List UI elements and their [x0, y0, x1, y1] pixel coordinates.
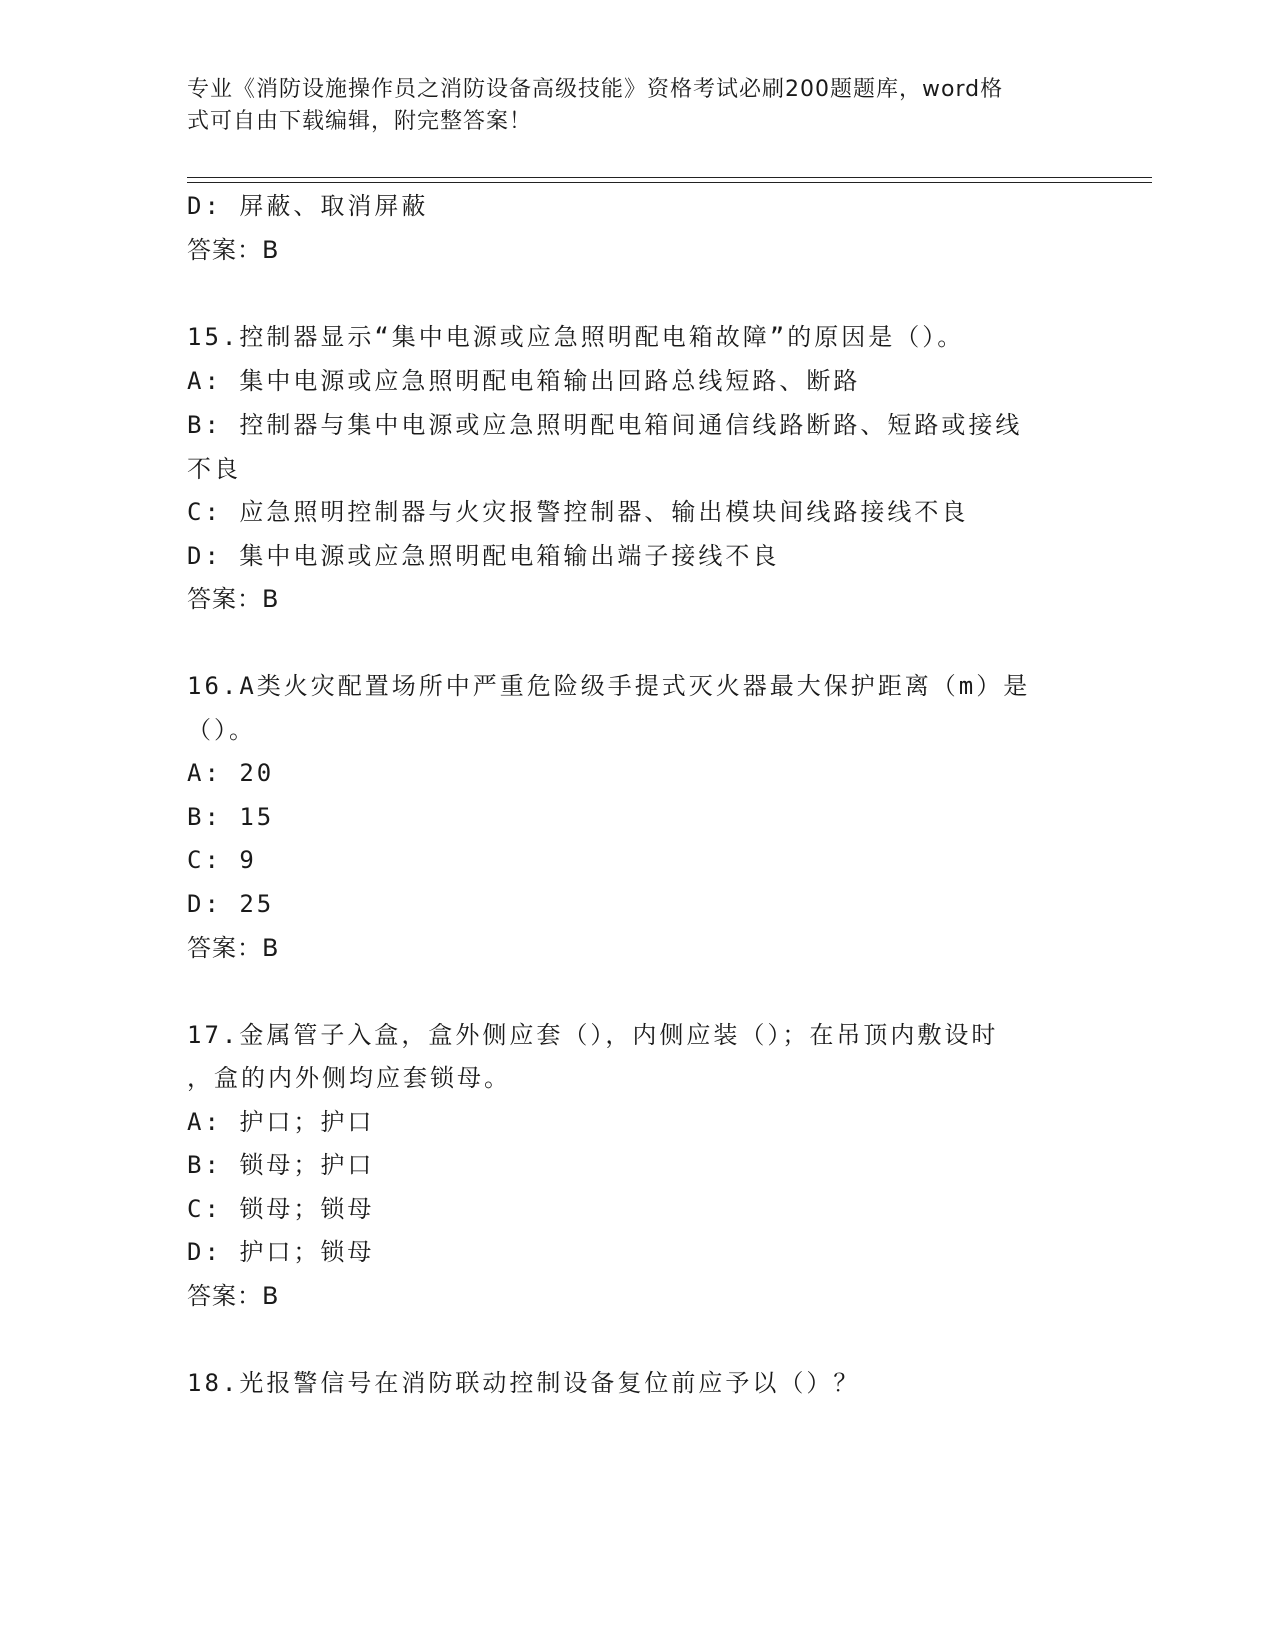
option-14-d: D: 屏蔽、取消屏蔽: [187, 192, 429, 220]
header-line-2: 式可自由下载编辑，附完整答案！: [187, 109, 533, 134]
header-rule-top: [187, 177, 1152, 178]
header-rule-bottom: [187, 182, 1152, 183]
option-16-a: A: 20: [187, 759, 275, 787]
option-15-b: B: 控制器与集中电源或应急照明配电箱间通信线路断路、短路或接线: [187, 411, 1023, 439]
document-header: [187, 74, 1067, 138]
option-17-c: C: 锁母；锁母: [187, 1195, 375, 1223]
option-15-c: C: 应急照明控制器与火灾报警控制器、输出模块间线路接线不良: [187, 498, 969, 526]
option-16-d: D: 25: [187, 890, 275, 918]
question-16-text: 16.A类火灾配置场所中严重危险级手提式灭火器最大保护距离（m）是: [187, 672, 1031, 700]
option-17-d: D: 护口；锁母: [187, 1238, 375, 1266]
question-18-text: 18.光报警信号在消防联动控制设备复位前应予以（）？: [187, 1369, 861, 1397]
question-17-text: 17.金属管子入盒，盒外侧应套（），内侧应装（）；在吊顶内敷设时: [187, 1021, 999, 1049]
question-16-text-cont: （）。: [187, 716, 256, 744]
answer-14: 答案：B: [187, 236, 280, 264]
answer-16: 答案：B: [187, 934, 280, 962]
answer-17: 答案：B: [187, 1282, 280, 1310]
option-17-b: B: 锁母；护口: [187, 1151, 375, 1179]
header-line-1: 专业《消防设施操作员之消防设备高级技能》资格考试必刷200题题库，word格: [187, 77, 1004, 102]
option-16-c: C: 9: [187, 846, 257, 874]
option-15-b-cont: 不良: [187, 455, 241, 483]
option-15-a: A: 集中电源或应急照明配电箱输出回路总线短路、断路: [187, 367, 861, 395]
option-15-d: D: 集中电源或应急照明配电箱输出端子接线不良: [187, 542, 780, 570]
option-17-a: A: 护口；护口: [187, 1108, 375, 1136]
answer-15: 答案：B: [187, 585, 280, 613]
question-17-text-cont: ，盒的内外侧均应套锁母。: [187, 1064, 511, 1092]
question-15-text: 15.控制器显示“集中电源或应急照明配电箱故障”的原因是（）。: [187, 323, 965, 351]
option-16-b: B: 15: [187, 803, 275, 831]
